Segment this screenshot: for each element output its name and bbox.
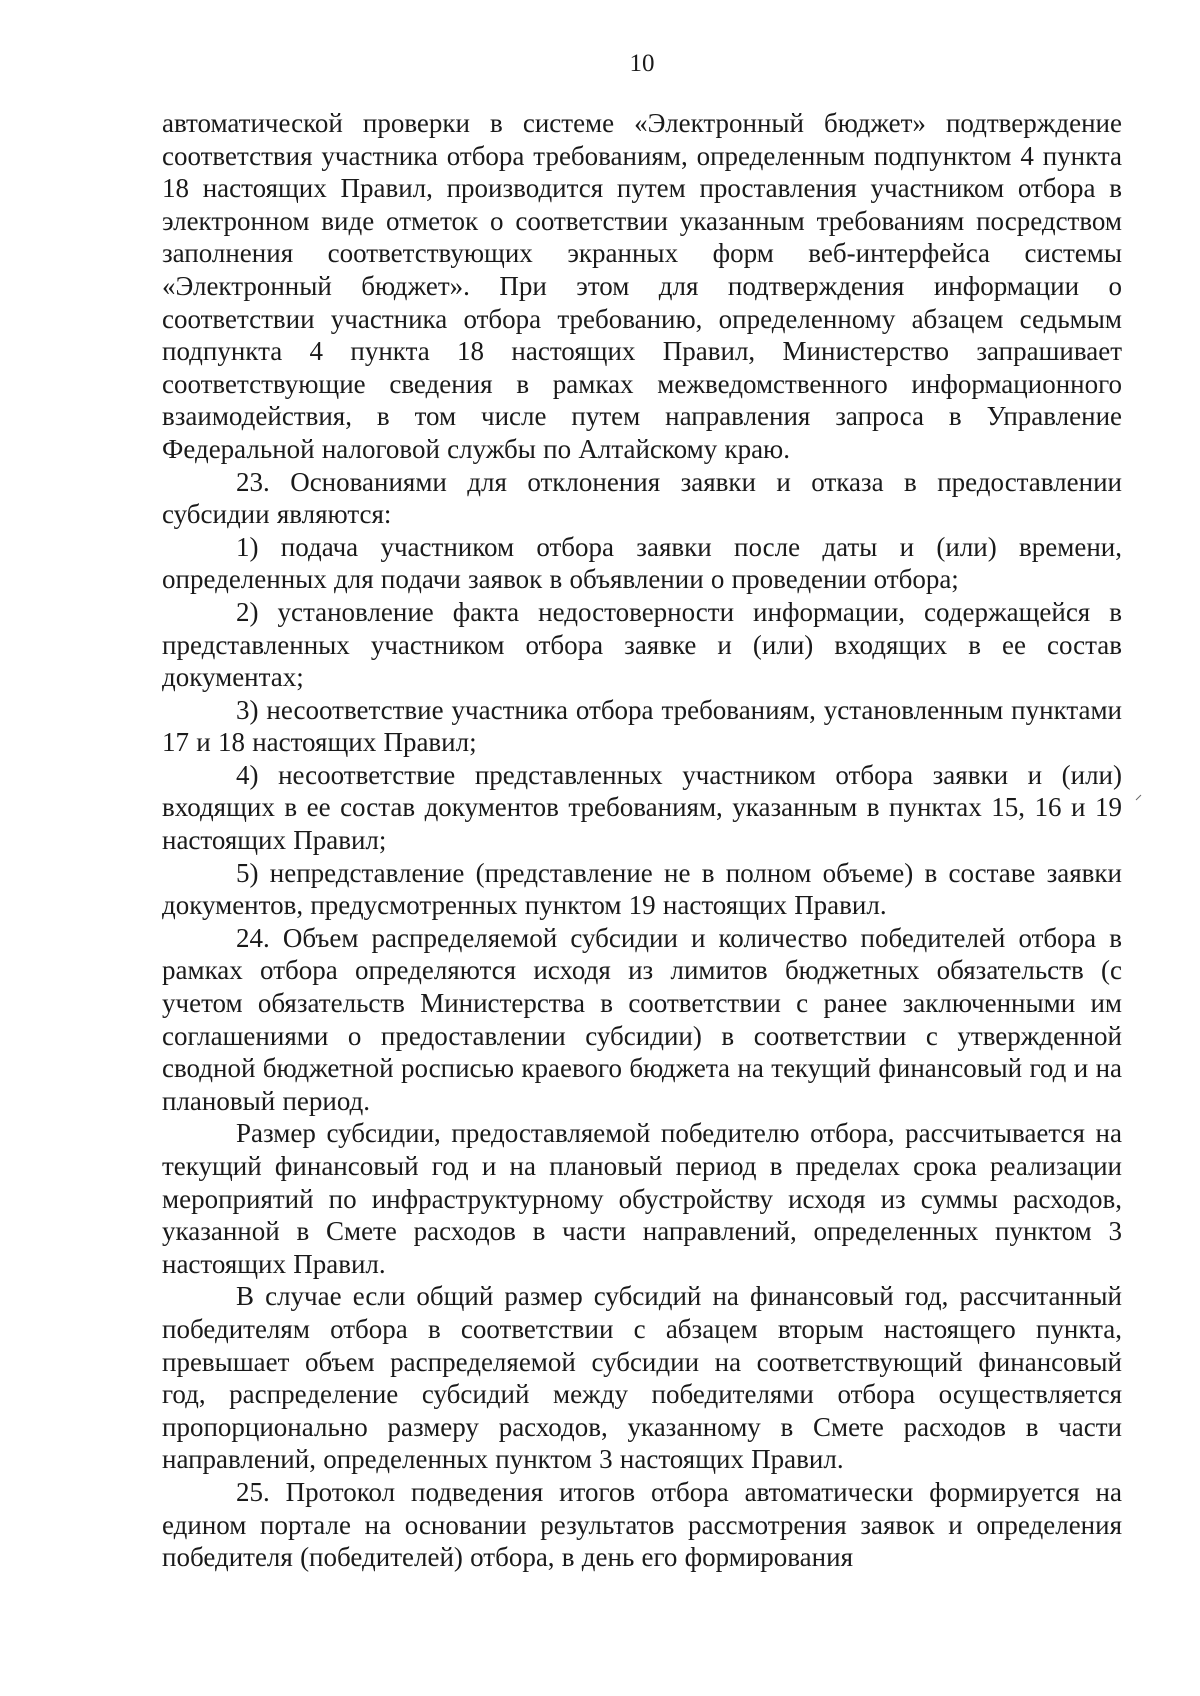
paragraph-subitem-3: 3) несоответствие участника отбора требованиям, установленным пунктами 17 и 18 настоящих Правил; bbox=[162, 694, 1122, 758]
paragraph-subitem-2: 2) установление факта недостоверности информации, содержащейся в представленных участником отбора заявке и (или) входящих в ее состав документах; bbox=[162, 596, 1122, 693]
paragraph-item-24-part-2: Размер субсидии, предоставляемой победителю отбора, рассчитывается на текущий финансовый год и на плановый период в пределах срока реализации мероприятий по инфраструктурному обустройству исходя из суммы расходов, указанной в Смете расходов в части направлений, определенных пунктом 3 настоящих Правил. bbox=[162, 1118, 1122, 1279]
margin-tick-mark bbox=[1135, 790, 1143, 798]
paragraph-subitem-1: 1) подача участником отбора заявки после даты и (или) времени, определенных для подачи заявок в объявлении о проведении отбора; bbox=[162, 531, 1122, 595]
paragraph-subitem-4: 4) несоответствие представленных участником отбора заявки и (или) входящих в ее состав документов требованиям, указанным в пунктах 15, 16 и 19 настоящих Правил; bbox=[162, 759, 1122, 856]
paragraph-continuation: автоматической проверки в системе «Электронный бюджет» подтверждение соответствия участника отбора требованиям, определенным подпунктом 4 пункта 18 настоящих Правил, производится путем проставления участником отбора в электронном виде отметок о соответствии указанным требованиям посредством заполнения соответствующих экранных форм веб-интерфейса системы «Электронный бюджет». При этом для подтверждения информации о соответствии участника отбора требованию, определенному абзацем седьмым подпункта 4 пункта 18 настоящих Правил, Министерство запрашивает соответствующие сведения в рамках межведомственного информационного взаимодействия, в том числе путем направления запроса в Управление Федеральной налоговой службы по Алтайскому краю. bbox=[162, 108, 1122, 464]
tick-mark-icon bbox=[1135, 793, 1143, 801]
paragraph-item-25: 25. Протокол подведения итогов отбора автоматически формируется на едином портале на основании результатов рассмотрения заявок и определения победителя (победителей) отбора, в день его формирования bbox=[162, 1476, 1122, 1573]
paragraph-item-24: 24. Объем распределяемой субсидии и количество победителей отбора в рамках отбора определяются исходя из лимитов бюджетных обязательств (с учетом обязательств Министерства в соответствии с ранее заключенными им соглашениями о предоставлении субсидии) в соответствии с утвержденной сводной бюджетной росписью краевого бюджета на текущий финансовый год и на плановый период. bbox=[162, 922, 1122, 1116]
paragraph-subitem-5: 5) непредставление (представление не в полном объеме) в составе заявки документов, предусмотренных пунктом 19 настоящих Правил. bbox=[162, 857, 1122, 921]
page-number: 10 bbox=[629, 50, 655, 77]
document-body bbox=[162, 107, 1122, 1574]
paragraph-item-23: 23. Основаниями для отклонения заявки и отказа в предоставлении субсидии являются: bbox=[162, 466, 1122, 530]
paragraph-item-24-part-3: В случае если общий размер субсидий на финансовый год, рассчитанный победителям отбора в соответствии с абзацем вторым настоящего пункта, превышает объем распределяемой субсидии на соответствующий финансовый год, распределение субсидий между победителями отбора осуществляется пропорционально размеру расходов, указанному в Смете расходов в части направлений, определенных пунктом 3 настоящих Правил. bbox=[162, 1281, 1122, 1475]
